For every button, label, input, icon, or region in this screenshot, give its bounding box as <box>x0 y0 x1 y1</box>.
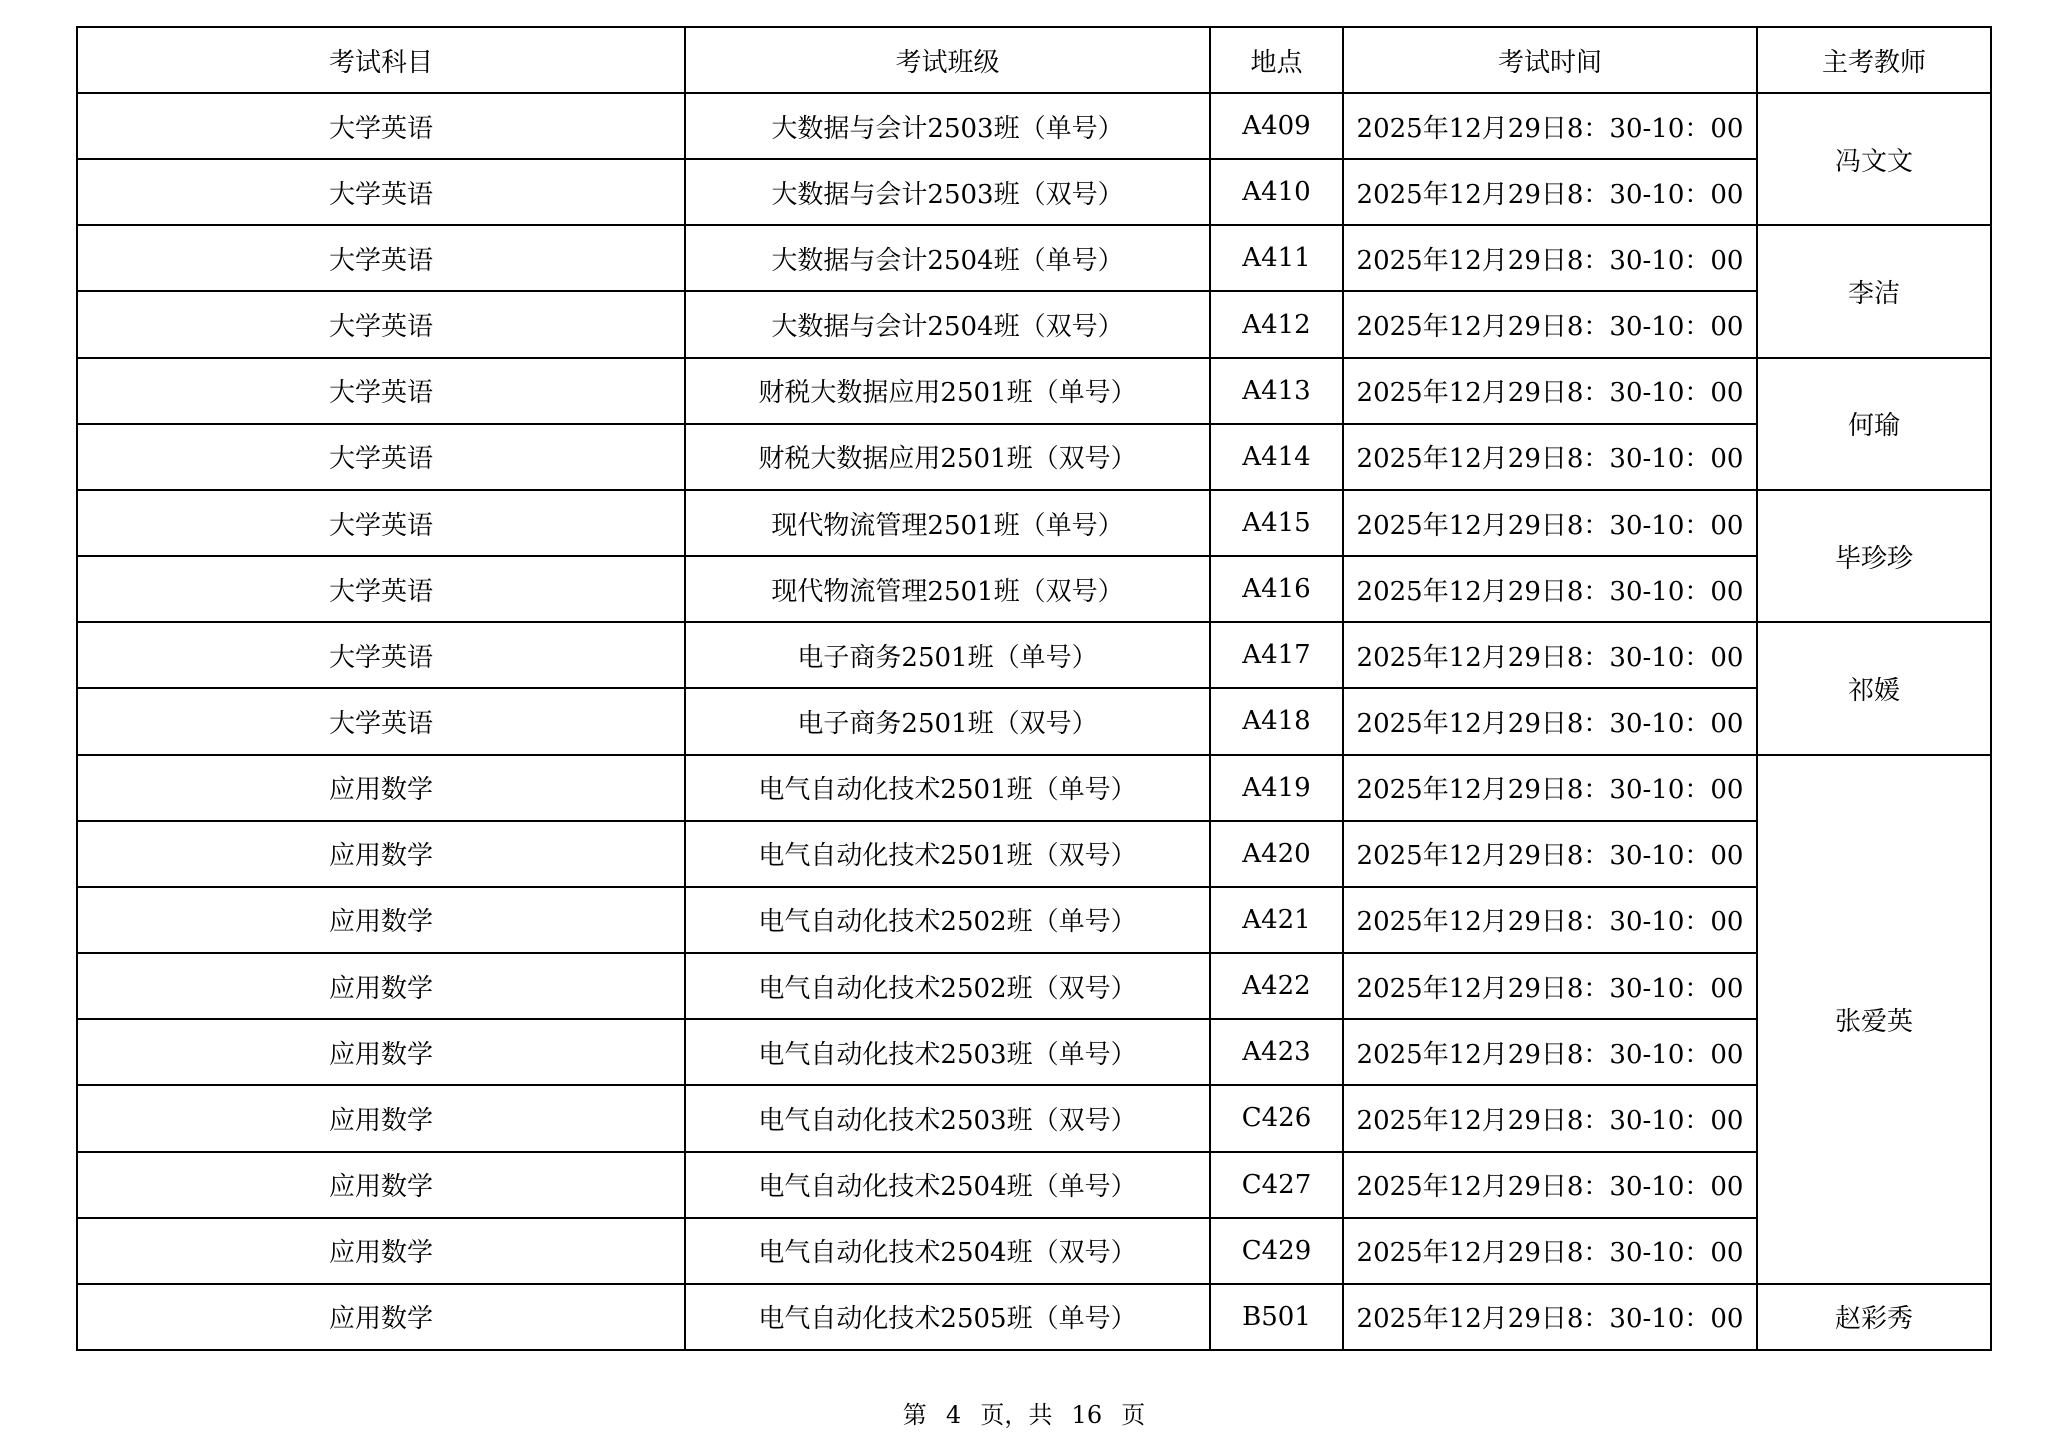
cell-subject: 大学英语 <box>77 93 685 159</box>
footer-current-page: 4 <box>945 1401 962 1429</box>
table-row <box>77 953 1991 1019</box>
page-footer <box>0 1395 2048 1435</box>
cell-class: 电气自动化技术2505班（单号） <box>685 1284 1210 1350</box>
footer-middle: 页，共 <box>980 1401 1053 1429</box>
cell-subject: 大学英语 <box>77 490 685 556</box>
table-row <box>77 1085 1991 1151</box>
cell-room: A421 <box>1210 887 1343 953</box>
table-row <box>77 1284 1991 1350</box>
cell-teacher: 祁媛 <box>1757 622 1991 754</box>
cell-subject: 应用数学 <box>77 1085 685 1151</box>
cell-class: 大数据与会计2503班（单号） <box>685 93 1210 159</box>
cell-time: 2025年12月29日8：30-10：00 <box>1343 556 1757 622</box>
table-body <box>77 93 1991 1350</box>
cell-class: 电子商务2501班（单号） <box>685 622 1210 688</box>
header-room: 地点 <box>1210 27 1343 93</box>
table-row <box>77 225 1991 291</box>
cell-subject: 大学英语 <box>77 358 685 424</box>
table-row <box>77 159 1991 225</box>
cell-room: C429 <box>1210 1218 1343 1284</box>
cell-subject: 应用数学 <box>77 1152 685 1218</box>
cell-time: 2025年12月29日8：30-10：00 <box>1343 887 1757 953</box>
cell-class: 现代物流管理2501班（单号） <box>685 490 1210 556</box>
header-class: 考试班级 <box>685 27 1210 93</box>
cell-class: 大数据与会计2503班（双号） <box>685 159 1210 225</box>
cell-class: 大数据与会计2504班（单号） <box>685 225 1210 291</box>
cell-room: A417 <box>1210 622 1343 688</box>
table-row <box>77 755 1991 821</box>
cell-room: A411 <box>1210 225 1343 291</box>
exam-schedule-table <box>76 26 1992 1351</box>
cell-subject: 大学英语 <box>77 159 685 225</box>
cell-room: A415 <box>1210 490 1343 556</box>
table-row <box>77 556 1991 622</box>
cell-subject: 大学英语 <box>77 424 685 490</box>
table-row <box>77 490 1991 556</box>
cell-subject: 应用数学 <box>77 755 685 821</box>
cell-subject: 大学英语 <box>77 622 685 688</box>
cell-class: 财税大数据应用2501班（单号） <box>685 358 1210 424</box>
cell-room: A420 <box>1210 821 1343 887</box>
cell-time: 2025年12月29日8：30-10：00 <box>1343 622 1757 688</box>
cell-class: 电气自动化技术2504班（双号） <box>685 1218 1210 1284</box>
cell-class: 电气自动化技术2501班（双号） <box>685 821 1210 887</box>
footer-total-pages: 16 <box>1071 1401 1103 1429</box>
header-time: 考试时间 <box>1343 27 1757 93</box>
cell-class: 电子商务2501班（双号） <box>685 688 1210 754</box>
cell-teacher: 何瑜 <box>1757 358 1991 490</box>
cell-room: B501 <box>1210 1284 1343 1350</box>
cell-class: 电气自动化技术2503班（单号） <box>685 1019 1210 1085</box>
cell-time: 2025年12月29日8：30-10：00 <box>1343 424 1757 490</box>
table-row <box>77 1218 1991 1284</box>
cell-class: 电气自动化技术2504班（单号） <box>685 1152 1210 1218</box>
cell-time: 2025年12月29日8：30-10：00 <box>1343 291 1757 357</box>
cell-time: 2025年12月29日8：30-10：00 <box>1343 821 1757 887</box>
table-row <box>77 1019 1991 1085</box>
cell-time: 2025年12月29日8：30-10：00 <box>1343 688 1757 754</box>
cell-class: 现代物流管理2501班（双号） <box>685 556 1210 622</box>
cell-room: C426 <box>1210 1085 1343 1151</box>
cell-time: 2025年12月29日8：30-10：00 <box>1343 159 1757 225</box>
table-header-row <box>77 27 1991 93</box>
cell-time: 2025年12月29日8：30-10：00 <box>1343 1152 1757 1218</box>
cell-time: 2025年12月29日8：30-10：00 <box>1343 1218 1757 1284</box>
cell-teacher: 赵彩秀 <box>1757 1284 1991 1350</box>
table-row <box>77 93 1991 159</box>
table-row <box>77 821 1991 887</box>
header-teacher: 主考教师 <box>1757 27 1991 93</box>
cell-teacher: 冯文文 <box>1757 93 1991 225</box>
cell-time: 2025年12月29日8：30-10：00 <box>1343 93 1757 159</box>
cell-class: 电气自动化技术2501班（单号） <box>685 755 1210 821</box>
cell-room: A419 <box>1210 755 1343 821</box>
cell-room: A422 <box>1210 953 1343 1019</box>
cell-class: 大数据与会计2504班（双号） <box>685 291 1210 357</box>
cell-time: 2025年12月29日8：30-10：00 <box>1343 225 1757 291</box>
cell-class: 电气自动化技术2502班（双号） <box>685 953 1210 1019</box>
cell-room: A413 <box>1210 358 1343 424</box>
cell-room: A410 <box>1210 159 1343 225</box>
cell-subject: 大学英语 <box>77 556 685 622</box>
cell-subject: 大学英语 <box>77 291 685 357</box>
cell-room: A423 <box>1210 1019 1343 1085</box>
cell-subject: 应用数学 <box>77 1218 685 1284</box>
cell-time: 2025年12月29日8：30-10：00 <box>1343 358 1757 424</box>
cell-subject: 应用数学 <box>77 821 685 887</box>
footer-prefix: 第 <box>902 1401 927 1429</box>
table-row <box>77 291 1991 357</box>
cell-time: 2025年12月29日8：30-10：00 <box>1343 1284 1757 1350</box>
table-row <box>77 1152 1991 1218</box>
cell-room: A412 <box>1210 291 1343 357</box>
table-row <box>77 688 1991 754</box>
cell-teacher: 张爱英 <box>1757 755 1991 1284</box>
cell-room: A416 <box>1210 556 1343 622</box>
header-subject: 考试科目 <box>77 27 685 93</box>
table-row <box>77 358 1991 424</box>
cell-room: A409 <box>1210 93 1343 159</box>
cell-subject: 应用数学 <box>77 1019 685 1085</box>
cell-time: 2025年12月29日8：30-10：00 <box>1343 1085 1757 1151</box>
table-row <box>77 622 1991 688</box>
cell-subject: 大学英语 <box>77 688 685 754</box>
footer-suffix: 页 <box>1121 1401 1146 1429</box>
cell-teacher: 李洁 <box>1757 225 1991 357</box>
cell-room: A418 <box>1210 688 1343 754</box>
cell-class: 财税大数据应用2501班（双号） <box>685 424 1210 490</box>
cell-room: A414 <box>1210 424 1343 490</box>
cell-teacher: 毕珍珍 <box>1757 490 1991 622</box>
table-row <box>77 424 1991 490</box>
table-row <box>77 887 1991 953</box>
cell-subject: 应用数学 <box>77 887 685 953</box>
cell-room: C427 <box>1210 1152 1343 1218</box>
cell-time: 2025年12月29日8：30-10：00 <box>1343 1019 1757 1085</box>
cell-time: 2025年12月29日8：30-10：00 <box>1343 490 1757 556</box>
cell-subject: 大学英语 <box>77 225 685 291</box>
cell-class: 电气自动化技术2503班（双号） <box>685 1085 1210 1151</box>
cell-subject: 应用数学 <box>77 953 685 1019</box>
cell-subject: 应用数学 <box>77 1284 685 1350</box>
cell-class: 电气自动化技术2502班（单号） <box>685 887 1210 953</box>
cell-time: 2025年12月29日8：30-10：00 <box>1343 953 1757 1019</box>
cell-time: 2025年12月29日8：30-10：00 <box>1343 755 1757 821</box>
